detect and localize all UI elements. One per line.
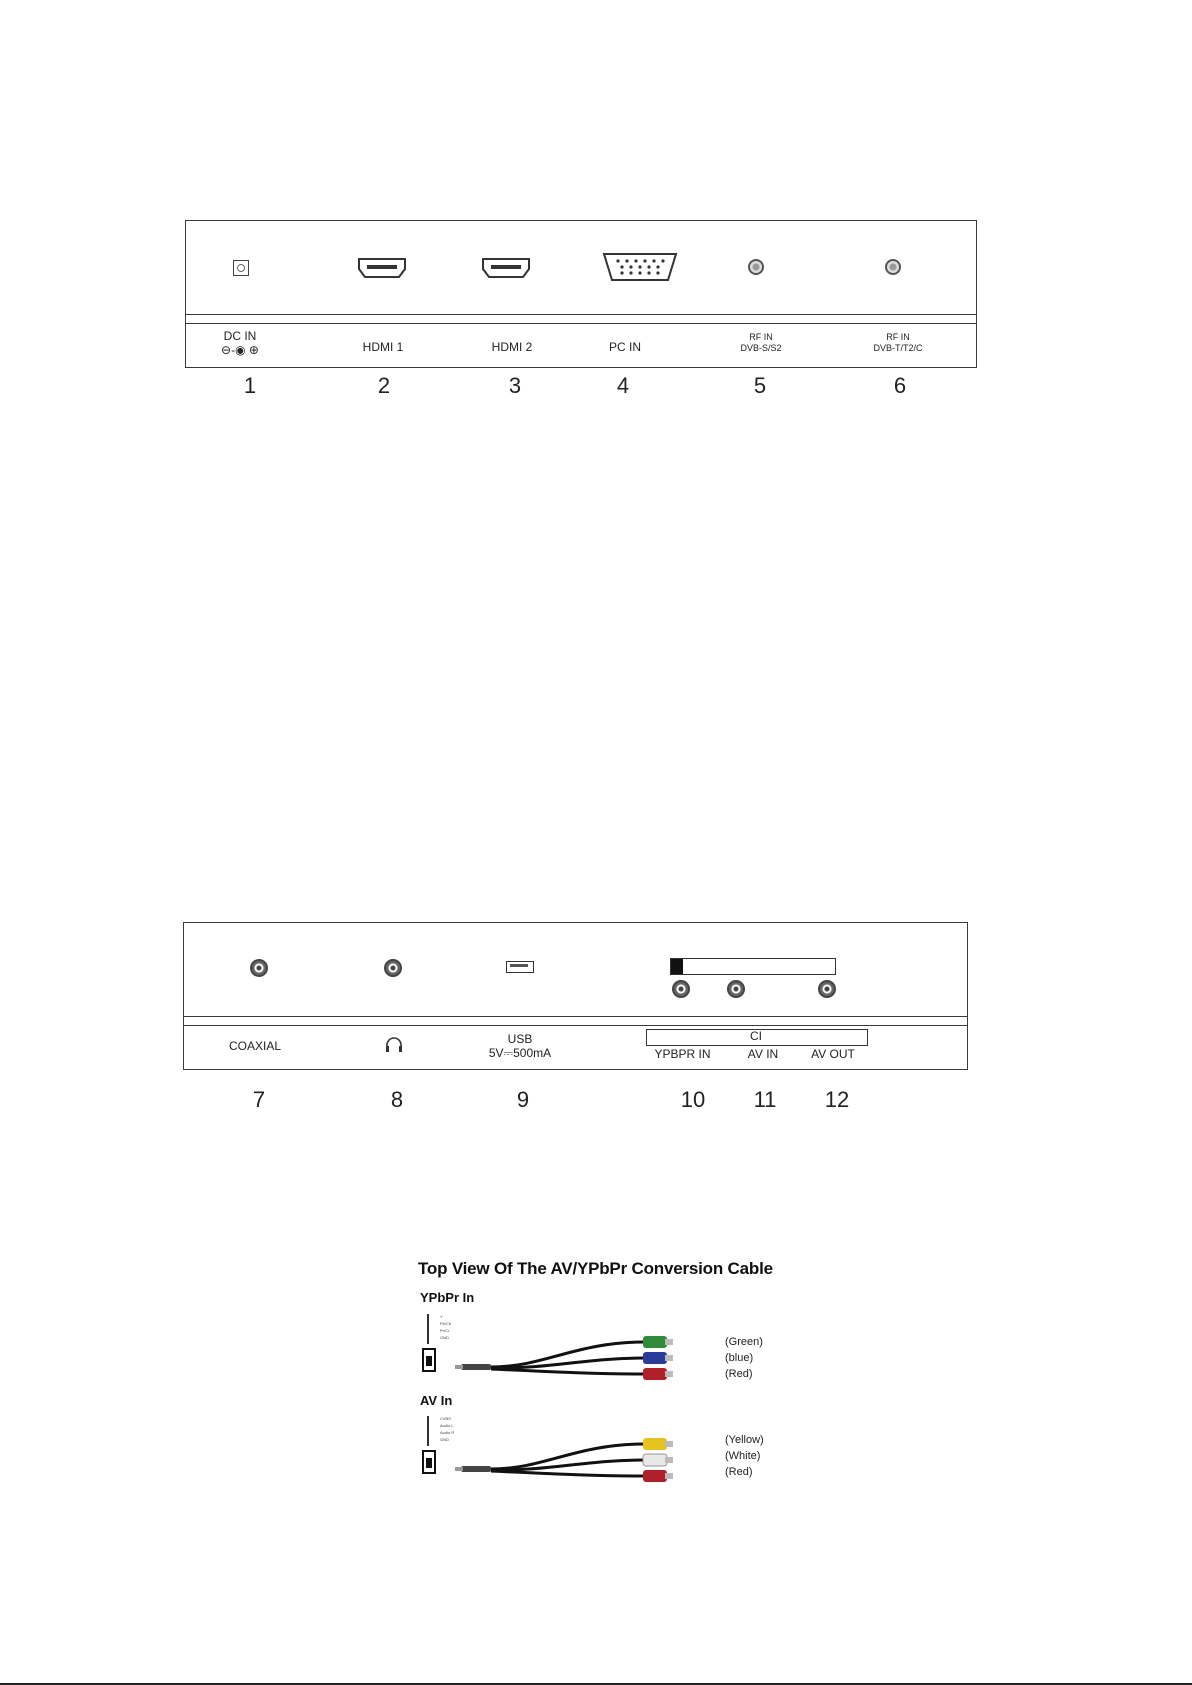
plug-pin-label: Audio R <box>440 1430 455 1435</box>
port-number: 9 <box>516 1087 530 1112</box>
plug-pin-label: GND <box>440 1335 449 1340</box>
ypbpr-heading: YPbPr In <box>420 1290 475 1305</box>
port-label: AV OUT <box>811 1047 855 1061</box>
port-label: COAXIAL <box>228 1039 282 1053</box>
rf-connector-icon <box>885 259 901 275</box>
port-number: 12 <box>824 1087 850 1112</box>
port-number: 8 <box>390 1087 404 1112</box>
ypbpr-jack-icon <box>672 980 690 998</box>
port-label: RF IN DVB-T/T2/C <box>873 332 923 353</box>
port-label: RF IN DVB-S/S2 <box>740 332 782 353</box>
plug-color-label: (Red) <box>725 1466 753 1478</box>
av-cable-drawing <box>455 1424 715 1484</box>
headphone-icon <box>384 1036 404 1059</box>
plug-pin-label: Pr/Cr <box>440 1328 450 1333</box>
bottom-panel-divider <box>184 1016 967 1026</box>
dc-jack-icon <box>233 260 249 276</box>
red-plug <box>643 1470 667 1482</box>
vga-port-icon <box>602 252 678 287</box>
port-label: AV IN <box>747 1047 779 1061</box>
plug-pin-label: GND <box>440 1437 449 1442</box>
ci-label: CI <box>750 1029 762 1043</box>
av-out-jack-icon <box>818 980 836 998</box>
plug-color-label: (Green) <box>725 1336 763 1348</box>
port-label: DC IN ⊖-◉ ⊕ <box>221 329 259 357</box>
port-label: PC IN <box>608 340 641 354</box>
port-number: 5 <box>753 373 767 398</box>
port-number: 6 <box>893 373 907 398</box>
headphone-jack-icon <box>384 959 402 977</box>
green-plug <box>643 1336 667 1348</box>
plug-color-label: (Red) <box>725 1368 753 1380</box>
rf-connector-icon <box>748 259 764 275</box>
port-number: 1 <box>243 373 257 398</box>
av-in-jack-icon <box>727 980 745 998</box>
ypbpr-cable-drawing <box>455 1322 715 1382</box>
port-number: 10 <box>680 1087 706 1112</box>
usb-port-icon <box>506 961 534 973</box>
coaxial-port-icon <box>250 959 268 977</box>
red-plug <box>643 1368 667 1380</box>
plug-color-label: (Yellow) <box>725 1434 764 1446</box>
blue-plug <box>643 1352 667 1364</box>
port-label: USB 5V⎓500mA <box>488 1032 552 1060</box>
figure-title: Top View Of The AV/YPbPr Conversion Cable <box>418 1259 773 1278</box>
top-panel-divider <box>186 314 976 324</box>
ci-slot <box>670 958 836 975</box>
port-label: HDMI 1 <box>362 340 404 354</box>
port-number: 4 <box>616 373 630 398</box>
plug-pin-label: Y <box>440 1314 443 1319</box>
white-plug <box>643 1454 667 1466</box>
port-label: YPBPR IN <box>654 1047 711 1061</box>
plug-pin-label: Pb/Cb <box>440 1321 452 1326</box>
port-number: 11 <box>753 1087 777 1112</box>
port-label: HDMI 2 <box>491 340 533 354</box>
port-number: 2 <box>377 373 391 398</box>
plug-pin-label: CVBS <box>440 1416 451 1421</box>
yellow-plug <box>643 1438 667 1450</box>
plug-color-label: (White) <box>725 1450 761 1462</box>
plug-pin-label: Audio L <box>440 1423 454 1428</box>
hdmi-port-icon <box>357 256 407 285</box>
plug-color-label: (blue) <box>725 1352 754 1364</box>
av-heading: AV In <box>420 1393 453 1408</box>
port-number: 3 <box>508 373 522 398</box>
port-number: 7 <box>252 1087 266 1112</box>
hdmi-port-icon <box>481 256 531 285</box>
